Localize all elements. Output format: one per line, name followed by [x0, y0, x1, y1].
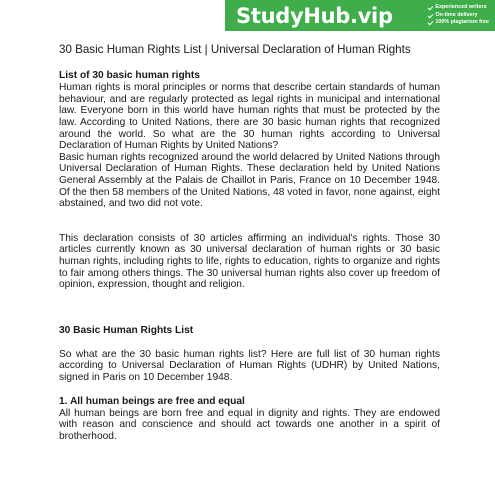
- document-title: 30 Basic Human Rights List | Universal Declaration of Human Rights: [59, 43, 411, 56]
- paragraph: Human rights is moral principles or norms that describe certain standards of human behaviour, and are regularly protected as legal rights in municipal and international law. Everyone born in this world have human rights that must be protected by the law. According to United Nations, there are 30 basic human rights that recognized around the world. So what are the 30 human rights according to Universal Declaration of Human Rights by United Nations?: [59, 82, 440, 152]
- feature-label: 100% plagiarism free: [435, 19, 489, 26]
- section-heading: List of 30 basic human rights: [59, 70, 200, 82]
- paragraph: So what are the 30 basic human rights list? Here are full list of 30 human rights according to Universal Declaration of Human Rights (UDHR) by United Nations, signed in Paris on 10 December 1948.: [59, 348, 440, 383]
- check-icon: [427, 20, 433, 26]
- brand-logo[interactable]: StudyHub.vip: [236, 3, 393, 28]
- paragraph: All human beings are born free and equal in dignity and rights. They are endowed with reason and conscience and should act towards one another in a spirit of brotherhood.: [59, 407, 440, 442]
- check-icon: [427, 13, 433, 19]
- feature-item: [427, 4, 489, 12]
- document-body: [59, 43, 440, 442]
- check-icon: [427, 5, 433, 11]
- section-heading: 1. All human beings are free and equal: [59, 395, 245, 407]
- feature-item: [427, 12, 489, 20]
- paragraph: This declaration consists of 30 articles affirming an individual's rights. Those 30 articles currently known as 30 universal declaration of human rights or 30 basic human rights, including rights to life, rights to education, rights to organize and rights to fair among others things. The 30 universal human rights also cover up freedom of opinion, expression, thought and religion.: [59, 232, 440, 291]
- paragraph: Basic human rights recognized around the world delacred by United Nations through Universal Declaration of Human Rights. These declaration held by United Nations General Assembly at the Palais de Chaillot in Paris, France on 10 December 1948. Of the then 58 members of the United Nations, 48 voted in favor, none against, eight abstained, and two did not vote.: [59, 151, 440, 210]
- section-heading: 30 Basic Human Rights List: [59, 324, 194, 336]
- feature-label: On-time delivery: [435, 11, 478, 18]
- studyhub-banner[interactable]: [225, 0, 495, 31]
- feature-list: [427, 4, 489, 27]
- feature-item: [427, 19, 489, 27]
- feature-label: Experienced writers: [435, 4, 487, 11]
